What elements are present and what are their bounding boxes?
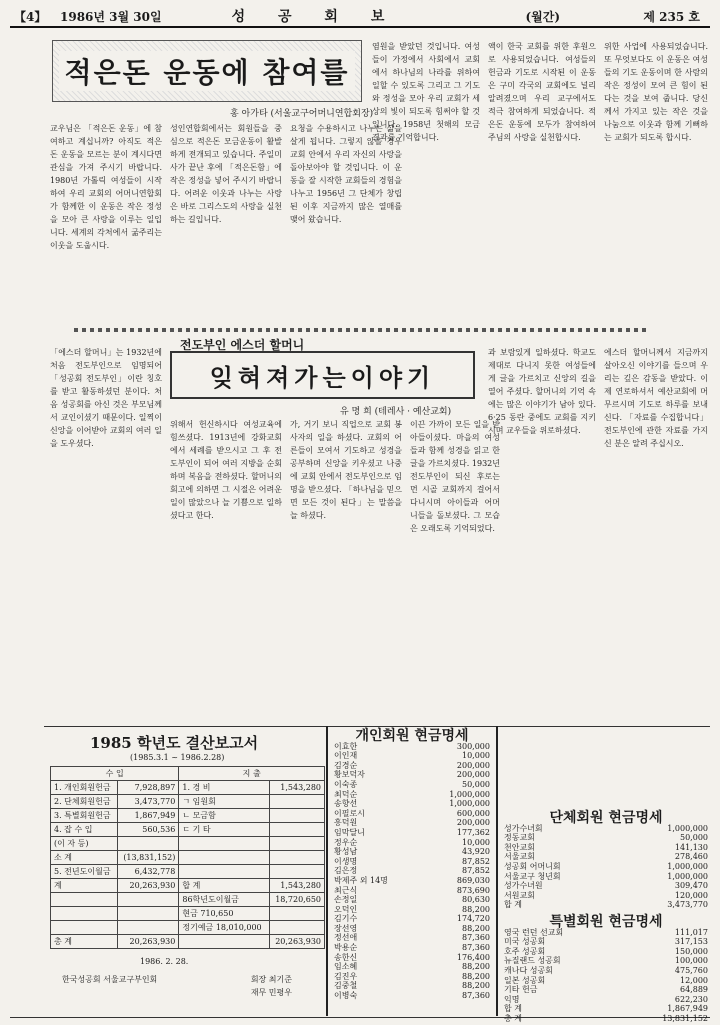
donor-name: 송한신 [334,952,358,962]
special-donations [504,914,708,1024]
finance-income-label: 3. 특별회원헌금 [51,809,118,823]
finance-income-amount: 20,263,930 [117,879,179,893]
donation-amount: 120,000 [674,890,708,900]
donation-row [334,857,490,867]
donation-amount: 87,360 [462,933,490,943]
paper-title: 성 공 회 보 [231,9,399,25]
finance-expense-amount: 1,543,280 [269,781,324,795]
finance-expense-amount [269,851,324,865]
finance-income-amount: 7,928,897 [117,781,179,795]
finance-income-amount: 20,263,930 [117,935,179,949]
donor-name: 최근식 [334,885,358,895]
article1-column-1: 교우님은 「적은돈 운동」에 참여하고 계십니까? 아직도 적은돈 운동을 모르는 분이 계시다면 관심을 가져 주시기 바랍니다. 1980년 가톨릭 여성들이 시작하여 우리 교회의 어머니연합회가 함께한 이 운동은 작은 정성을 모아 큰 사랑을 이루는 일입니다. 세계의 각처에서 굶주리는 이웃을 도웁시다. [50,124,162,250]
finance-income-label: 계 [51,879,118,893]
finance-expense-label: ㄷ 기 타 [179,823,269,837]
donor-name: 영국 런던 선교회 [504,927,564,937]
donor-name: 천안교회 [504,842,535,852]
donation-row [334,847,490,857]
donation-row [334,933,490,943]
finance-row [51,879,325,893]
individual-donations-title: 개인회원 현금명세 [355,728,469,744]
donation-row [334,770,490,780]
donation-row [334,780,490,790]
finance-row [51,781,325,795]
donation-amount: 10,000 [462,837,490,847]
finance-income-label: 1. 개인회원헌금 [51,781,118,795]
page-number: 【4】 [14,9,47,24]
donor-name: 흥덕원 [334,818,358,828]
finance-expense-label [179,935,269,949]
finance-row [51,907,325,921]
finance-row [51,921,325,935]
frequency-label: (월간) [525,9,560,24]
donation-row [334,981,490,991]
finance-income-amount [117,893,179,907]
donation-amount: 100,000 [674,956,708,966]
donation-amount: 622,230 [674,994,708,1004]
finance-row [51,851,325,865]
finance-signature-2 [62,987,292,998]
donation-row [334,895,490,905]
donation-row [334,790,490,800]
finance-expense-label [179,851,269,865]
donation-row [334,943,490,953]
donation-amount: 1,000,000 [449,799,490,809]
article1-column-2: 성인연합회에서는 회원들을 중심으로 적은돈 모금운동이 활발하게 전개되고 있습니다. 주일미사가 끝난 후에 「적은돈함」에 작은 정성을 넣어 주시기 바랍니다. 어려운 이웃과 나누는 사랑은 바로 그리스도의 사랑을 실천하는 길입니다. [170,124,282,224]
donation-amount: 200,000 [456,760,490,770]
donation-amount: 176,400 [456,952,490,962]
donation-amount: 87,852 [462,866,490,876]
finance-expense-amount: 18,720,650 [269,893,324,907]
donor-name: 일본 성공회 [504,975,546,985]
donor-name: 성가수녀원 [504,881,543,891]
article2-column-2: 위해서 헌신하시다 여성교육에 힘쓰셨다. 1913년에 강화교회에서 세례를 받으시고 그 후 전도부인이 되어 여러 지방을 순회하며 복음을 전하셨다. 할머니의 회고에 의하면 그 시절은 어려운 일이 많았으나 늘 기쁨으로 일하셨다고 한다. [170,420,282,520]
donation-amount: 200,000 [456,818,490,828]
finance-expense-header: 지 출 [179,767,325,781]
donation-amount: 200,000 [456,770,490,780]
donation-amount: 1,867,949 [667,1004,708,1014]
donation-row [504,966,708,976]
donation-amount: 309,470 [674,881,708,891]
donation-row [504,947,708,957]
finance-period: (1985.3.1 ~ 1986.2.28) [130,753,225,762]
finance-date: 1986. 2. 28. [140,957,189,966]
finance-row [51,935,325,949]
donation-row [504,852,708,862]
finance-income-label: 소 계 [51,851,118,865]
donation-amount: 869,030 [456,875,490,885]
finance-expense-amount: 20,263,930 [269,935,324,949]
newspaper-page [10,6,710,1023]
finance-expense-amount [269,809,324,823]
donor-name: 호주 성공회 [504,946,546,956]
donation-amount: 174,720 [456,914,490,924]
donation-row [334,742,490,752]
finance-income-amount [117,921,179,935]
donation-amount: 64,889 [680,985,708,995]
finance-expense-label: 1. 경 비 [179,781,269,795]
donor-name: 김중철 [334,981,358,991]
donation-row [504,881,708,891]
donor-name: 김은정 [334,866,358,876]
finance-expense-label: ㄱ 임원회 [179,795,269,809]
finance-income-amount: 1,867,949 [117,809,179,823]
article2-column-3: 가, 거기 보니 직업으로 교회 봉사자의 일을 하셨다. 교회의 어른들이 모여서 기도하고 성경을 공부하며 신앙을 키우셨고 나중에 교회 안에서 전도부인으로 임명을 받으셨다. 「하나님을 믿으면 모든 것이 된다」는 말씀을 늘 하셨다. [290,420,402,520]
finance-income-amount: 3,473,770 [117,795,179,809]
finance-income-label: 2. 단체회원헌금 [51,795,118,809]
finance-org: 한국성공회 서울교구부인회 [62,975,158,984]
finance-income-label [51,907,118,921]
donation-amount: 150,000 [674,946,708,956]
donation-row [334,828,490,838]
finance-report [50,732,325,1010]
donation-row [334,905,490,915]
article2-headline-box [170,351,475,399]
finance-row [51,893,325,907]
donor-name: 김기수 [334,914,358,924]
donation-amount: 600,000 [456,808,490,818]
finance-expense-label [179,865,269,879]
donation-row [334,962,490,972]
donor-name: 서울교회 [504,852,535,862]
donor-name: 이숙종 [334,779,358,789]
article1-column-5: 액이 한국 교회를 위한 후원으로 사용되었습니다. 여성들의 헌금과 기도로 시작된 이 운동은 구미 각국의 교회에도 널리 알려졌으며 우리 교구에서도 적극 참여하게 되었습니다. 적은돈 운동에 모두가 참여하여 주님의 사랑을 실천합시다. [488,42,596,142]
donation-amount: 1,000,000 [667,871,708,881]
donation-amount: 317,153 [674,937,708,947]
donation-amount: 278,460 [674,852,708,862]
finance-expense-amount [269,795,324,809]
donor-name: 총 계 [504,1013,522,1023]
donor-name: 손정일 [334,895,358,905]
donation-row [334,876,490,886]
finance-income-label: 총 계 [51,935,118,949]
donation-amount: 50,000 [680,833,708,843]
donor-name: 임소혜 [334,962,358,972]
donation-amount: 12,000 [680,975,708,985]
donor-name: 김경순 [334,760,358,770]
donation-row [334,953,490,963]
donation-amount: 87,360 [462,991,490,1001]
finance-income-amount: (13,831,152) [117,851,179,865]
finance-chair: 회장 최기준 [250,975,292,984]
group-donations [504,810,708,910]
donor-name: 이인재 [334,751,358,761]
donation-row [334,886,490,896]
donation-amount: 88,200 [462,923,490,933]
finance-row [51,795,325,809]
finance-income-label [51,893,118,907]
finance-row [51,865,325,879]
donor-name: 장선영 [334,923,358,933]
section-divider [74,328,646,332]
donation-amount: 1,000,000 [449,789,490,799]
donation-amount: 87,852 [462,856,490,866]
article2-column-5: 과 보람있게 일하셨다. 학교도 제대로 다니지 못한 여성들에게 글을 가르치고 신앙의 길을 열어 주셨다. 할머니의 기억 속에는 많은 이야기가 남아 있다. 6·25 동란 중에도 교회를 지키시며 교우들을 위로하셨다. [488,348,596,435]
article1-column-3: 요청을 수용하시고 나누는 삶을 살게 됩니다. 그렇지 않을 경우 교회 안에서 우리 자신의 사랑을 돌아보아야 할 것입니다. 이 운동을 잘 시작한 교회들의 경험을 나누고 1956년 그 단체가 창립된 이후 지금까지 많은 열매를 맺어 왔습니다. [290,124,402,224]
donation-amount: 141,130 [674,842,708,852]
donor-name: 정우순 [334,837,358,847]
donation-amount: 1,000,000 [667,823,708,833]
donor-name: 성가수녀회 [504,823,543,833]
issue-number: 제 235 호 [643,9,700,24]
donor-name: 임막달니 [334,827,365,837]
donation-amount: 3,473,770 [667,900,708,910]
donor-name: 박제주 외 14명 [334,875,388,885]
article2-column-4: 이끈 가까이 모든 일을 받아들이셨다. 마을의 여성들과 함께 성경을 읽고 한글을 가르치셨다. 1932년 전도부인이 되신 후로는 먼 시골 교회까지 걸어서 다니시며 아이들과 어머니들을 돌보셨다. 그 모습은 오래도록 기억되었다. [410,420,500,533]
finance-title: 1985 학년도 결산보고서 [90,734,259,752]
finance-expense-label: 정기예금 18,010,000 [179,921,269,935]
donation-row [504,985,708,995]
finance-expense-label: 현금 710,650 [179,907,269,921]
finance-expense-amount [269,921,324,935]
donor-name: 이필로시 [334,808,365,818]
donation-row [334,818,490,828]
donation-row [504,843,708,853]
issue-date: 1986년 3월 30일 [60,9,162,24]
donor-name: 박용순 [334,943,358,953]
donor-name: 이생명 [334,856,358,866]
donation-row [504,937,708,947]
donation-row [504,956,708,966]
donor-name: 합 계 [504,1004,522,1014]
finance-expense-label [179,837,269,851]
finance-income-amount [117,837,179,851]
finance-expense-amount [269,907,324,921]
donation-row [334,991,490,1001]
finance-income-amount: 560,536 [117,823,179,837]
donation-row [334,838,490,848]
donor-name: 서울교구 청년회 [504,871,561,881]
donation-amount: 1,000,000 [667,861,708,871]
donation-row [334,761,490,771]
donation-row [504,872,708,882]
special-donations-title: 특별회원 현금명세 [549,914,663,930]
donation-row [504,900,708,910]
finance-treasurer: 재무 민평우 [250,988,292,997]
donation-amount: 88,200 [462,981,490,991]
donation-row [334,751,490,761]
donation-row [504,1014,708,1024]
finance-expense-amount: 1,543,280 [269,879,324,893]
finance-income-amount: 6,432,778 [117,865,179,879]
donation-row [504,1004,708,1014]
donor-name: 황성남 [334,847,358,857]
donation-amount: 300,000 [456,741,490,751]
donation-amount: 80,630 [462,895,490,905]
article2-column-6: 에스더 할머니께서 지금까지 살아오신 이야기를 들으며 우리는 깊은 감동을 받았다. 이제 연로하셔서 예산교회에 머무르시며 기도로 하루를 보내신다. 「자료를 수집합니다」 전도부인에 관한 자료를 가지신 분은 알려 주십시오. [604,348,708,448]
donation-amount: 88,200 [462,971,490,981]
donor-name: 김진우 [334,971,358,981]
donor-name: 캐나다 성공회 [504,965,553,975]
donor-name: 정선애 [334,933,358,943]
donor-name: 최덕순 [334,789,358,799]
donation-amount: 43,920 [462,847,490,857]
article1-column-4: 염원을 받았던 것입니다. 여성들이 가정에서 사회에서 교회에서 하나님의 나라를 위하여 일할 수 있도록 그리고 그 기도와 정성을 모아 우리 교회가 세상의 빛이 되도록 힘써야 할 것입니다. 1958년 첫해의 모금 결과를 기억합니다. [372,42,480,142]
finance-expense-label: 86학년도이월금 [179,893,269,907]
finance-income-label: 5. 전년도이월금 [51,865,118,879]
individual-donations [334,728,490,1001]
article1-byline: 홍 아가타 (서울교구어머니연합회장) [230,109,374,119]
finance-income-label: 4. 잡 수 입 [51,823,118,837]
finance-expense-amount [269,823,324,837]
donation-amount: 111,017 [674,927,708,937]
column-rule-1 [326,726,328,1016]
donation-row [504,833,708,843]
finance-income-header: 수 입 [51,767,179,781]
donation-amount: 88,200 [462,904,490,914]
donation-row [334,866,490,876]
finance-expense-label: 합 계 [179,879,269,893]
donation-amount: 13,831,152 [662,1013,708,1023]
group-donations-title: 단체회원 현금명세 [549,810,663,826]
donor-name: 서원교회 [504,890,535,900]
finance-expense-amount [269,837,324,851]
donation-amount: 88,200 [462,962,490,972]
donation-row [504,862,708,872]
finance-table [50,766,325,949]
column-rule-2 [496,726,498,1016]
finance-row [51,823,325,837]
finance-expense-label: ㄴ 모금함 [179,809,269,823]
finance-income-label [51,921,118,935]
donation-row [504,891,708,901]
finance-income-amount [117,907,179,921]
finance-expense-amount [269,865,324,879]
article2-column-1: 「에스더 할머니」는 1932년에 처음 전도부인으로 임명되어 「성공회 전도부인」이란 칭호를 받고 활동하셨던 분이다. 처음 성공회를 아신 것은 부모님께서 교인이셨기 때문이다. 일찍이 신앙을 이어받아 교회의 여러 일을 도우셨다. [50,348,162,448]
donor-name: 정동교회 [504,833,535,843]
donation-row [334,924,490,934]
donation-row [504,976,708,986]
finance-signature [62,974,292,985]
donor-name: 익명 [504,994,520,1004]
donation-row [334,809,490,819]
donor-name: 이병숙 [334,991,358,1001]
article2-kicker: 전도부인 에스더 할머니 [180,338,305,352]
article1-column-6: 위한 사업에 사용되었습니다. 또 무엇보다도 이 운동은 여성들의 기도 운동이며 한 사람의 작은 정성이 모여 큰 힘이 된다는 것을 보여 줍니다. 당신께서 가지고 있는 작은 것을 나눔으로 이웃과 함께 기뻐하는 교회가 되도록 합시다. [604,42,708,142]
donation-row [334,972,490,982]
finance-row [51,809,325,823]
donation-amount: 10,000 [462,751,490,761]
donation-row [334,914,490,924]
donation-amount: 50,000 [462,779,490,789]
article1-headline: 적은돈 운동에 참여를 [59,51,356,91]
article2-byline: 유 명 희 (테레사 · 예산교회) [340,407,452,417]
donor-name: 미국 성공회 [504,937,546,947]
donor-name: 송향선 [334,799,358,809]
donor-name: 황보덕자 [334,770,365,780]
donor-name: 합 계 [504,900,522,910]
bottom-section-rule [44,726,710,727]
finance-row [51,837,325,851]
donor-name: 성공회 어머니회 [504,861,561,871]
donation-amount: 475,760 [674,965,708,975]
masthead [10,6,710,28]
donation-row [504,995,708,1005]
donation-amount: 177,362 [456,827,490,837]
donor-name: 이효한 [334,741,358,751]
donor-name: 뉴질랜드 성공회 [504,956,561,966]
article2-headline: 잊혀져가는이야기 [209,362,436,392]
article1-headline-box [52,40,362,102]
finance-income-label: (이 자 등) [51,837,118,851]
donor-name: 오덕인 [334,904,358,914]
donation-amount: 873,690 [456,885,490,895]
donor-name: 기타 헌금 [504,985,538,995]
donation-amount: 87,360 [462,943,490,953]
donation-row [334,799,490,809]
